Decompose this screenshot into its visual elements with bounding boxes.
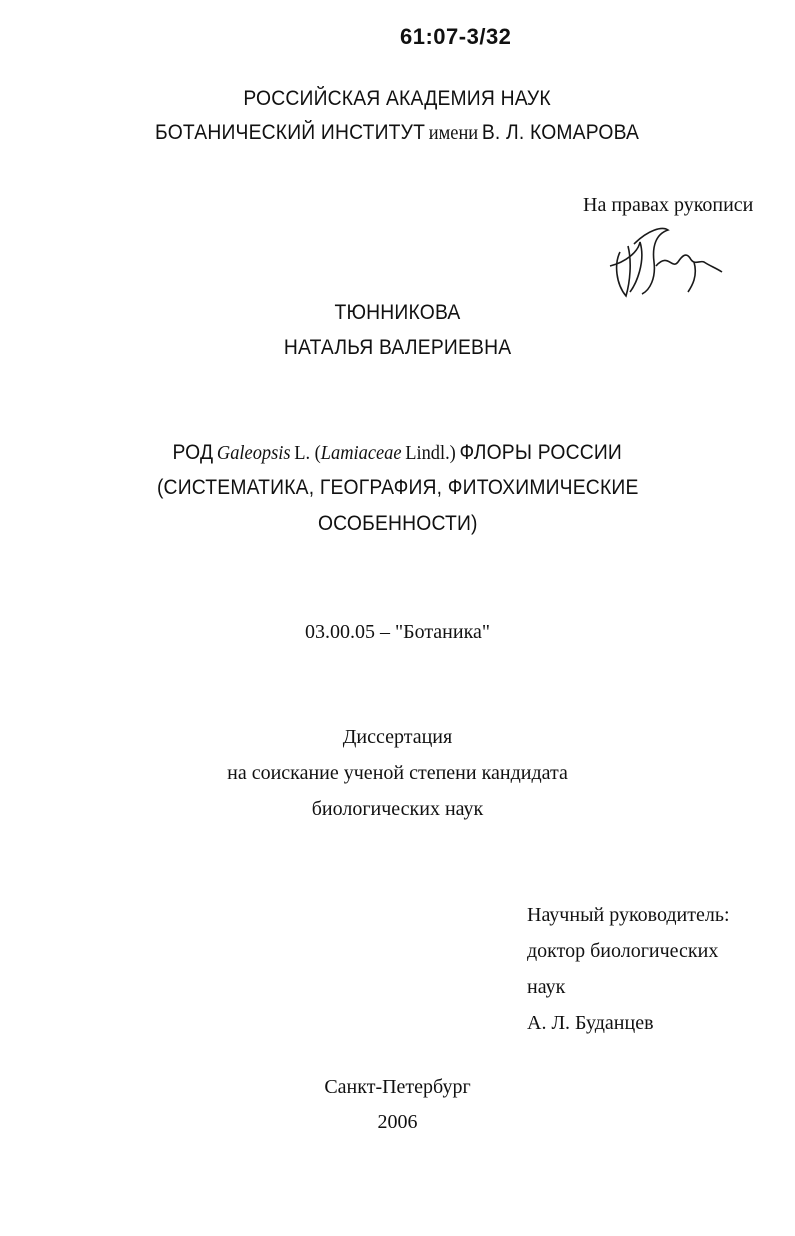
title-genus: Galeopsis bbox=[217, 442, 291, 464]
thesis-title-line-1 bbox=[0, 441, 795, 465]
supervisor-degree-line-2: наук bbox=[527, 976, 566, 998]
title-genus-author: L. ( bbox=[294, 442, 322, 464]
place: Санкт-Петербург bbox=[324, 1076, 471, 1098]
institution-namesake: В. Л. КОМАРОВА bbox=[482, 121, 640, 144]
title-family: Lamiaceae bbox=[321, 442, 402, 464]
institution-line-1 bbox=[0, 87, 795, 111]
degree-line-1: Диссертация bbox=[342, 726, 453, 748]
title-suffix: ФЛОРЫ РОССИИ bbox=[459, 441, 623, 464]
author-surname: ТЮННИКОВА bbox=[334, 301, 461, 324]
degree-line-2: на соискание ученой степени кандидата bbox=[227, 762, 568, 784]
manuscript-rights: На правах рукописи bbox=[583, 194, 754, 216]
supervisor-block bbox=[527, 897, 730, 1041]
institution-line-2 bbox=[0, 121, 795, 145]
supervisor-degree-line-1: доктор биологических bbox=[527, 940, 719, 962]
thesis-title-line-3: ОСОБЕННОСТИ) bbox=[317, 512, 478, 535]
institution-imeni: имени bbox=[429, 122, 479, 144]
author-given-names: НАТАЛЬЯ ВАЛЕРИЕВНА bbox=[283, 336, 512, 359]
title-family-author: Lindl.) bbox=[405, 442, 457, 464]
signature-stroke-1 bbox=[617, 246, 631, 296]
institution-academy: РОССИЙСКАЯ АКАДЕМИЯ НАУК bbox=[243, 87, 552, 110]
title-prefix: РОД bbox=[172, 441, 214, 464]
signature bbox=[606, 222, 736, 306]
archive-code: 61:07-3/32 bbox=[400, 24, 512, 49]
signature-stroke-5 bbox=[688, 262, 695, 292]
thesis-title-line-2: (СИСТЕМАТИКА, ГЕОГРАФИЯ, ФИТОХИМИЧЕСКИЕ bbox=[156, 476, 639, 499]
signature-stroke-4 bbox=[656, 255, 722, 272]
signature-stroke-2 bbox=[610, 242, 642, 292]
year: 2006 bbox=[377, 1111, 418, 1133]
institution-name: БОТАНИЧЕСКИЙ ИНСТИТУТ bbox=[155, 121, 426, 144]
specialty-code: 03.00.05 – "Ботаника" bbox=[304, 621, 491, 643]
supervisor-label: Научный руководитель: bbox=[527, 904, 730, 926]
supervisor-name: А. Л. Буданцев bbox=[527, 1012, 654, 1034]
degree-line-3: биологических наук bbox=[311, 798, 484, 820]
